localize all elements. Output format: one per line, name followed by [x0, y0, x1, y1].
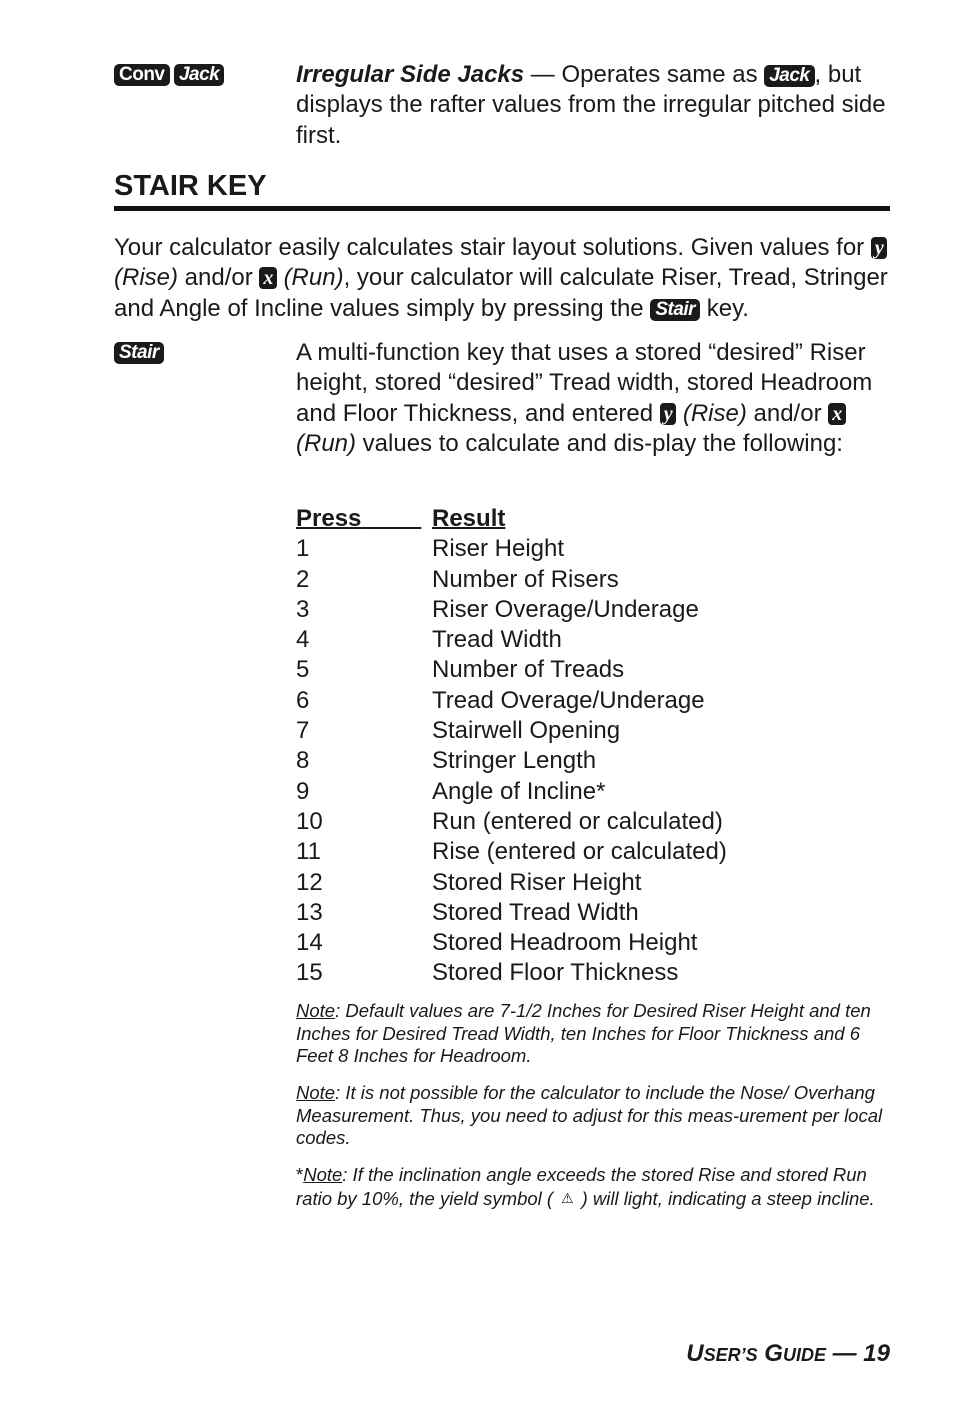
y-key-2: y	[660, 403, 676, 425]
press-cell: 8	[296, 747, 310, 775]
intro-text-a: Your calculator easily calculates stair layout solutions. Given values for	[114, 234, 871, 261]
note3-text-a: : If the inclination angle exceeds the stored Rise and stored Run ratio by 10%, the yield symbol (	[296, 1164, 867, 1209]
jack-entry-text-a: — Operates same as	[524, 61, 765, 88]
jack-key: Jack	[174, 64, 224, 86]
press-cell: 9	[296, 777, 310, 805]
press-cell: 2	[296, 565, 310, 593]
result-cell: Riser Height	[432, 535, 565, 563]
note1-text: : Default values are 7-1/2 Inches for Desired Riser Height and ten Inches for Desired Tread Width, ten Inches for Floor Thickness and 6 Feet 8 Inches for Headroom.	[296, 1000, 871, 1067]
table-row	[296, 655, 727, 685]
result-cell: Number of Risers	[432, 565, 619, 593]
result-cell: Number of Treads	[432, 656, 625, 684]
press-cell: 13	[296, 898, 323, 926]
x-key-2: x	[828, 403, 846, 425]
press-cell: 14	[296, 929, 323, 957]
intro-text-c: key.	[700, 294, 749, 322]
press-cell: 5	[296, 656, 310, 684]
table-row	[296, 898, 727, 928]
result-cell: Riser Overage/Underage	[432, 595, 699, 623]
result-cell: Stairwell Opening	[432, 717, 621, 745]
note-inclination	[296, 1164, 890, 1210]
jack-entry-text	[296, 60, 890, 151]
stair-entry-text-a: A multi-function key that uses a stored “desired” Riser height, stored “desired” Tread width, stored Headroom and Floor Thickness, and entered	[296, 339, 873, 427]
page-footer: USER’S GUIDE — 19	[686, 1340, 890, 1367]
table-row	[296, 686, 727, 716]
warning-triangle-icon: ⚠	[561, 1189, 574, 1206]
table-row	[296, 625, 727, 655]
result-cell: Tread Overage/Underage	[432, 686, 705, 714]
table-row	[296, 868, 727, 898]
intro-andor: and/or	[178, 264, 260, 292]
x-key: x	[259, 267, 277, 289]
result-cell: Rise (entered or calculated)	[432, 838, 727, 866]
press-cell: 12	[296, 868, 323, 896]
result-cell: Stored Headroom Height	[432, 929, 698, 957]
press-cell: 3	[296, 595, 310, 623]
press-cell: 11	[296, 838, 321, 866]
table-row	[296, 837, 727, 867]
intro-run: (Run)	[283, 264, 344, 292]
note-label: Note	[296, 1000, 336, 1021]
stair-key-inline: Stair	[650, 299, 700, 321]
table-row	[296, 595, 727, 625]
stair-entry-andor: and/or	[746, 399, 829, 427]
press-cell: 6	[296, 686, 310, 714]
conv-key: Conv	[114, 64, 170, 86]
y-key: y	[871, 237, 887, 259]
stair-entry-text-b: values to calculate and dis-play the following:	[356, 429, 843, 457]
result-cell: Run (entered or calculated)	[432, 807, 723, 835]
intro-text-b: , your calculator will calculate Riser, Tread, Stringer and Angle of Incline values simply by pressing the	[114, 264, 888, 322]
stair-key: Stair	[114, 342, 164, 364]
intro-paragraph	[114, 233, 894, 324]
section-heading: STAIR KEY	[114, 170, 267, 202]
jack-entry-text-b: , but displays the rafter values from the irregular pitched side first.	[296, 61, 886, 149]
press-cell: 15	[296, 959, 323, 987]
jack-inline-key: Jack	[764, 65, 814, 87]
stair-entry-rise: (Rise)	[682, 399, 747, 427]
stair-entry-text	[296, 338, 890, 459]
note2-text: : It is not possible for the calculator to include the Nose/ Overhang Measurement. Thus, you need to adjust for this meas-urement per local codes.	[296, 1082, 883, 1149]
result-cell: Stored Riser Height	[432, 868, 642, 896]
note-label: Note	[303, 1164, 343, 1185]
note3-asterisk: *	[296, 1164, 304, 1185]
note-nose-overhang	[296, 1082, 890, 1150]
press-cell: 4	[296, 626, 310, 654]
result-header: Result	[432, 505, 506, 532]
result-cell: Angle of Incline*	[432, 777, 606, 805]
jack-entry-title: Irregular Side Jacks	[296, 61, 525, 88]
table-header-row	[296, 504, 727, 534]
table-row	[296, 807, 727, 837]
table-row	[296, 716, 727, 746]
result-cell: Stored Floor Thickness	[432, 959, 679, 987]
press-cell: 7	[296, 717, 310, 745]
table-row	[296, 928, 727, 958]
press-header: Press	[296, 505, 362, 532]
table-row	[296, 958, 727, 988]
result-cell: Tread Width	[432, 626, 562, 654]
press-cell: 10	[296, 807, 323, 835]
intro-rise: (Rise)	[114, 264, 178, 292]
press-cell: 1	[296, 535, 310, 563]
table-row	[296, 777, 727, 807]
heading-rule	[114, 206, 890, 211]
table-row	[296, 565, 727, 595]
stair-entry-key	[114, 342, 164, 364]
table-row	[296, 746, 727, 776]
stair-entry-run: (Run)	[296, 429, 357, 457]
press-result-table	[296, 504, 727, 989]
result-cell: Stored Tread Width	[432, 898, 639, 926]
note-label: Note	[296, 1082, 336, 1103]
result-cell: Stringer Length	[432, 747, 597, 775]
note-default-values	[296, 1000, 890, 1068]
table-row	[296, 534, 727, 564]
jack-entry-keys	[114, 64, 224, 86]
note3-text-b: ) will light, indicating a steep incline.	[581, 1187, 875, 1209]
